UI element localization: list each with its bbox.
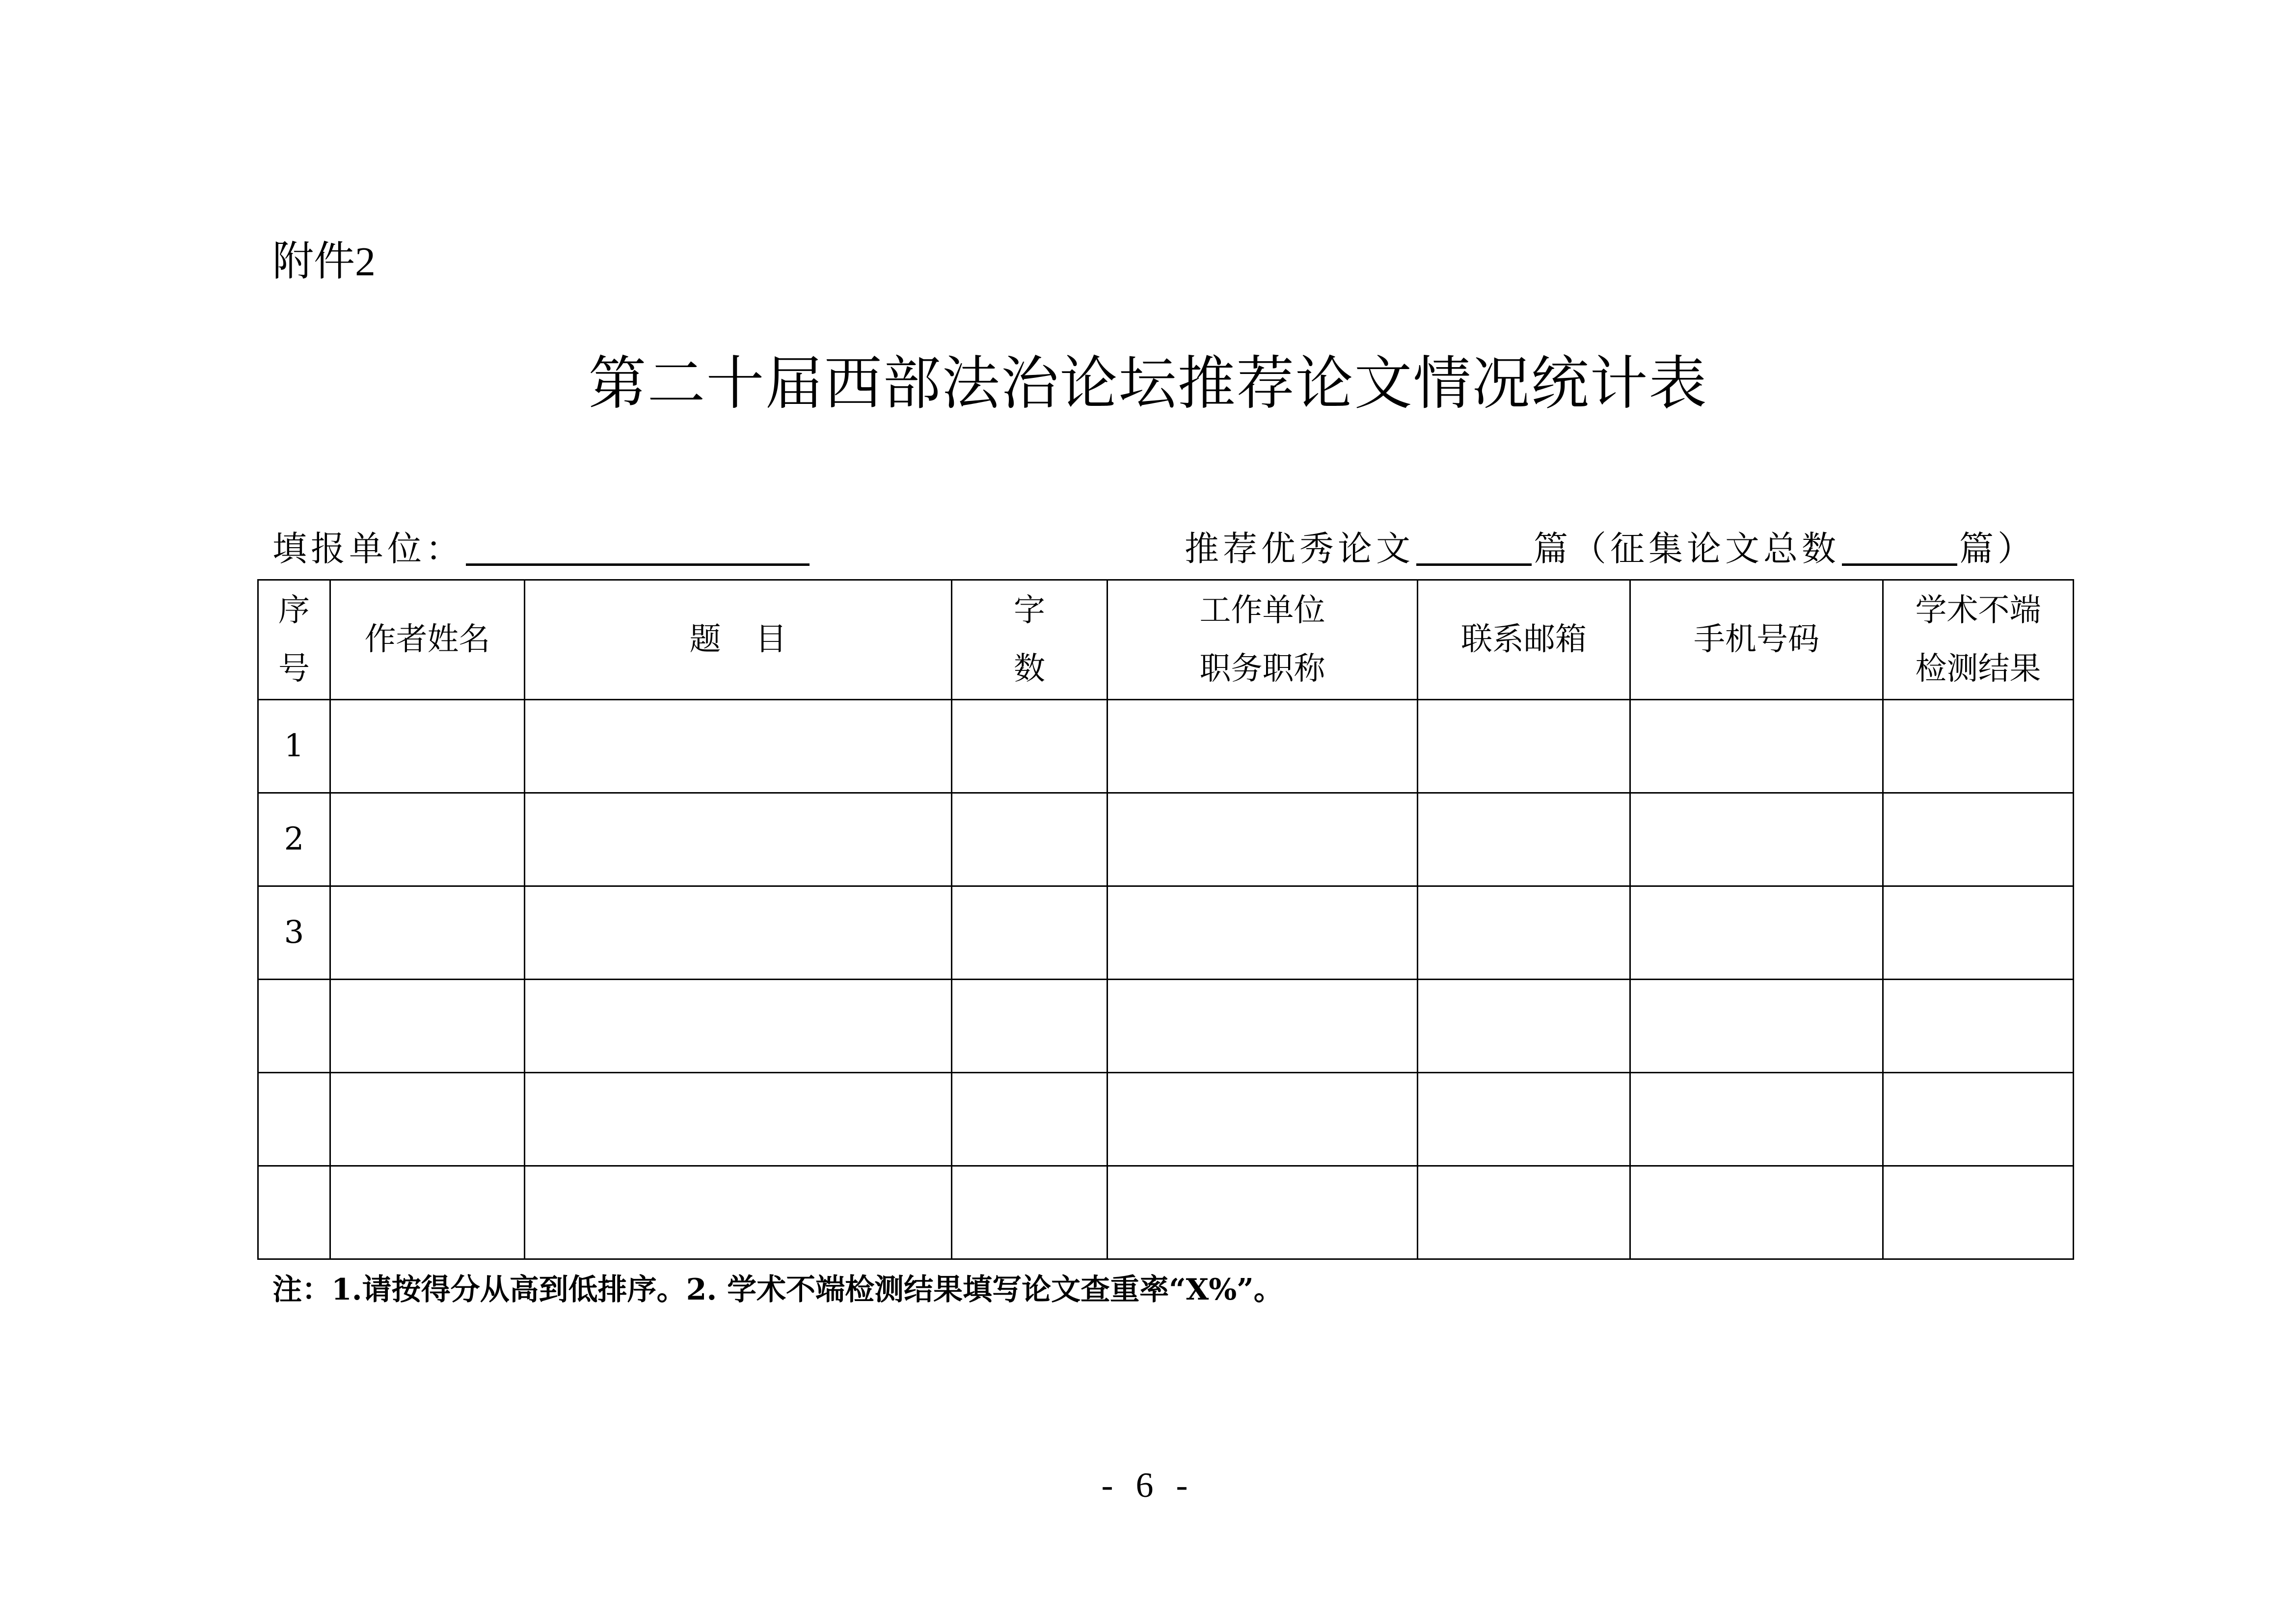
attachment-number: 2 [355,239,376,285]
work-unit-cell[interactable] [1107,793,1418,886]
row-number-cell: 2 [258,793,330,886]
recommend-label: 推荐优秀论文 [1185,529,1414,569]
misconduct-cell[interactable] [1883,700,2074,793]
word-count-cell[interactable] [952,886,1107,980]
word-count-cell[interactable] [952,793,1107,886]
stats-table [257,579,2074,1260]
misconduct-cell[interactable] [1883,886,2074,980]
page-number: - 6 - [1101,1465,1195,1505]
misconduct-cell[interactable] [1883,980,2074,1073]
header-misconduct-line1: 学术不端 [1915,592,2041,629]
author-cell[interactable] [330,1073,525,1166]
phone-cell[interactable] [1630,793,1883,886]
total-count-blank[interactable] [1842,529,1957,566]
total-collected-label: 篇（征集论文总数 [1534,529,1840,569]
header-work-unit [1107,580,1418,700]
author-cell[interactable] [330,793,525,886]
email-cell[interactable] [1418,1166,1630,1259]
work-unit-cell[interactable] [1107,980,1418,1073]
recommend-count-line [1185,529,2036,569]
reporting-unit-blank[interactable] [466,529,810,566]
reporting-unit-line [272,529,811,569]
table-row [258,980,2074,1073]
work-unit-cell[interactable] [1107,1073,1418,1166]
author-cell[interactable] [330,980,525,1073]
table-row [258,886,2074,980]
phone-cell[interactable] [1630,1073,1883,1166]
header-seq-line2: 号 [278,650,310,687]
topic-cell[interactable] [525,886,952,980]
header-topic: 题目 [525,580,952,700]
email-cell[interactable] [1418,980,1630,1073]
misconduct-cell[interactable] [1883,793,2074,886]
misconduct-cell[interactable] [1883,1166,2074,1259]
table-header-row [258,580,2074,700]
table-row [258,1073,2074,1166]
word-count-cell[interactable] [952,1073,1107,1166]
work-unit-cell[interactable] [1107,886,1418,980]
closing-pian-label: 篇） [1959,529,2036,569]
work-unit-cell[interactable] [1107,1166,1418,1259]
table-row [258,793,2074,886]
header-word-count: 字数 [952,580,1107,700]
email-cell[interactable] [1418,700,1630,793]
row-number-cell [258,1073,330,1166]
header-seq [258,580,330,700]
page-title: 第二十届西部法治论坛推荐论文情况统计表 [588,349,1708,417]
header-work-unit-line2: 职务职称 [1199,650,1325,687]
header-author: 作者姓名 [330,580,525,700]
misconduct-cell[interactable] [1883,1073,2074,1166]
email-cell[interactable] [1418,1073,1630,1166]
phone-cell[interactable] [1630,980,1883,1073]
topic-cell[interactable] [525,1073,952,1166]
recommend-count-blank[interactable] [1416,529,1532,566]
header-phone: 手机号码 [1630,580,1883,700]
work-unit-cell[interactable] [1107,700,1418,793]
table-row [258,1166,2074,1259]
attachment-label [272,237,376,285]
header-misconduct-line2: 检测结果 [1915,650,2041,687]
author-cell[interactable] [330,1166,525,1259]
row-number-cell [258,1166,330,1259]
topic-cell[interactable] [525,980,952,1073]
phone-cell[interactable] [1630,886,1883,980]
email-cell[interactable] [1418,793,1630,886]
topic-cell[interactable] [525,793,952,886]
reporting-unit-label: 填报单位： [272,529,464,569]
header-misconduct [1883,580,2074,700]
header-seq-line1: 序 [278,592,310,629]
table-row [258,700,2074,793]
row-number-cell: 1 [258,700,330,793]
word-count-cell[interactable] [952,700,1107,793]
header-work-unit-line1: 工作单位 [1199,592,1325,629]
author-cell[interactable] [330,886,525,980]
word-count-cell[interactable] [952,980,1107,1073]
row-number-cell: 3 [258,886,330,980]
author-cell[interactable] [330,700,525,793]
topic-cell[interactable] [525,700,952,793]
row-number-cell [258,980,330,1073]
phone-cell[interactable] [1630,1166,1883,1259]
attachment-label-text: 附件 [272,237,355,285]
word-count-cell[interactable] [952,1166,1107,1259]
phone-cell[interactable] [1630,700,1883,793]
topic-cell[interactable] [525,1166,952,1259]
email-cell[interactable] [1418,886,1630,980]
footnote: 注：1.请按得分从高到低排序。2. 学术不端检测结果填写论文查重率“X%”。 [272,1273,1283,1307]
header-email: 联系邮箱 [1418,580,1630,700]
